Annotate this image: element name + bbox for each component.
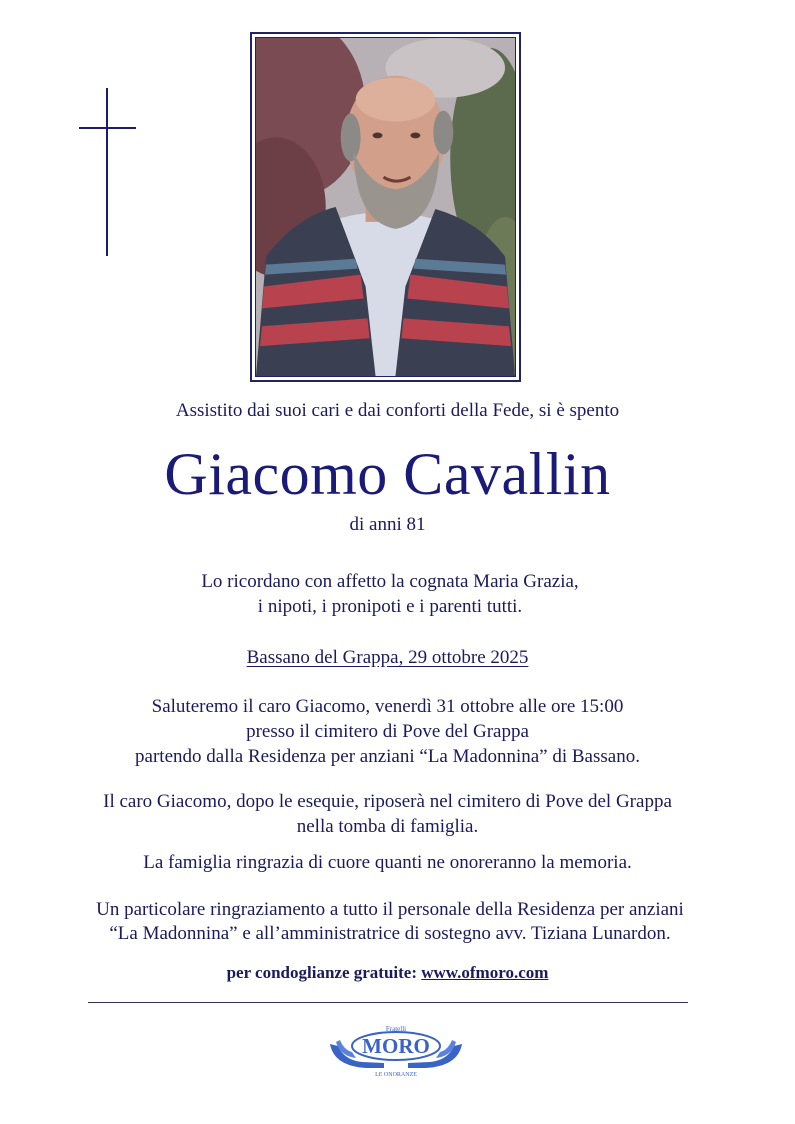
intro-text: Assistito dai suoi cari e dai conforti della Fede, si è spento bbox=[175, 400, 620, 421]
age-text: di anni 81 bbox=[349, 514, 426, 535]
funeral-line-1: Saluteremo il caro Giacomo, venerdì 31 ottobre alle ore 15:00 bbox=[151, 696, 624, 717]
fratelli-moro-logo bbox=[326, 1022, 466, 1078]
logo-bottom-text: LE ONORANZE bbox=[375, 1072, 417, 1078]
burial-line-2: nella tomba di famiglia. bbox=[296, 816, 479, 837]
remembrance-line-2: i nipoti, i pronipoti e i parenti tutti. bbox=[257, 596, 523, 617]
thanks-text: La famiglia ringrazia di cuore quanti ne onoreranno la memoria. bbox=[143, 852, 632, 873]
condolences-link[interactable]: www.ofmoro.com bbox=[421, 963, 549, 982]
portrait-frame bbox=[250, 32, 521, 382]
portrait-photo bbox=[255, 37, 516, 377]
condolences-line bbox=[0, 961, 775, 985]
special-thanks-line-1: Un particolare ringraziamento a tutto il personale della Residenza per anziani bbox=[96, 899, 684, 920]
place-date-wrapper bbox=[0, 646, 775, 670]
cross-vertical-bar bbox=[106, 88, 108, 256]
funeral-line-3: partendo dalla Residenza per anziani “La Madonnina” di Bassano. bbox=[135, 746, 640, 767]
logo-main-text: MORO bbox=[362, 1034, 430, 1058]
hands-icon bbox=[326, 1022, 466, 1078]
portrait-illustration bbox=[256, 38, 515, 376]
divider-line bbox=[88, 1002, 688, 1003]
remembrance-line-1: Lo ricordano con affetto la cognata Maria Grazia, bbox=[201, 571, 579, 592]
place-date: Bassano del Grappa, 29 ottobre 2025 bbox=[246, 647, 529, 668]
cross-horizontal-bar bbox=[79, 127, 136, 129]
special-thanks-line-2: “La Madonnina” e all’amministratrice di sostegno avv. Tiziana Lunardon. bbox=[109, 923, 671, 944]
burial-line-1: Il caro Giacomo, dopo le esequie, riposerà nel cimitero di Pove del Grappa bbox=[103, 791, 672, 812]
funeral-line-2: presso il cimitero di Pove del Grappa bbox=[246, 721, 529, 742]
deceased-name: Giacomo Cavallin bbox=[164, 441, 611, 507]
logo-top-text: Fratelli bbox=[385, 1025, 407, 1033]
condolences-label: per condoglianze gratuite: bbox=[226, 963, 417, 982]
